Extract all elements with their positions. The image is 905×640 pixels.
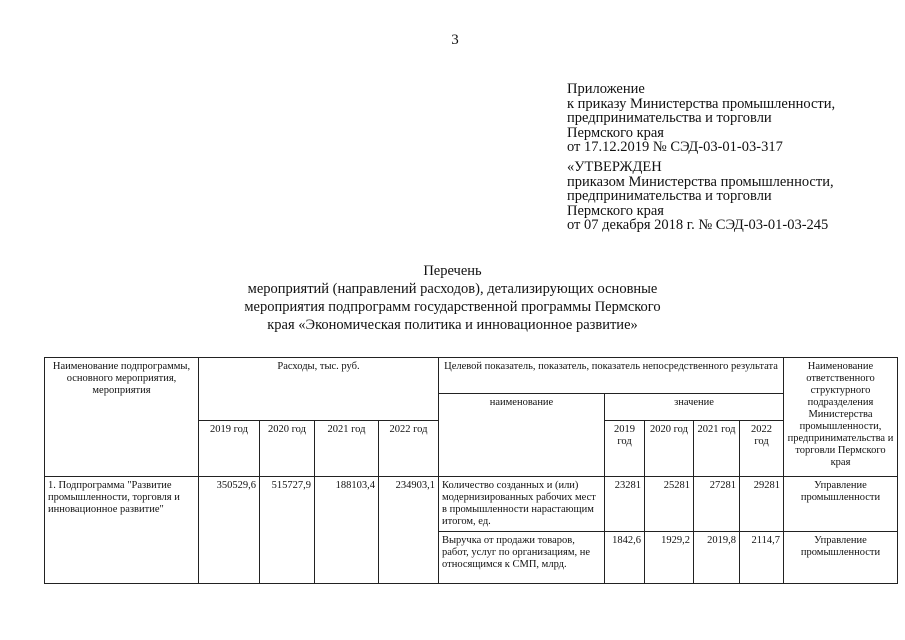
row-indicator: Выручка от продажи товаров, работ, услуг по организациям, не относящимся к СМП, млрд. — [439, 532, 605, 584]
appendix-line: к приказу Министерства промышленности, — [567, 95, 836, 112]
row-expense — [315, 532, 379, 584]
row-name: 1. Подпрограмма "Развитие промышленности, торговля и инновационное развитие" — [45, 477, 199, 532]
header-indicator-value: значение — [605, 394, 784, 421]
row-expense: 188103,4 — [315, 477, 379, 532]
row-value: 25281 — [645, 477, 694, 532]
header-name: Наименование подпрограммы, основного мероприятия, мероприятия — [45, 358, 199, 477]
header-value-year: 2021 год — [694, 421, 740, 477]
approved-line: Пермского края — [567, 202, 664, 219]
header-expense-year: 2020 год — [260, 421, 315, 477]
header-expenses: Расходы, тыс. руб. — [199, 358, 439, 421]
approved-line: приказом Министерства промышленности, — [567, 173, 834, 190]
row-expense — [199, 532, 260, 584]
row-expense: 350529,6 — [199, 477, 260, 532]
approved-line: предпринимательства и торговли — [567, 188, 772, 204]
title-line: Перечень — [423, 263, 482, 279]
row-value: 1842,6 — [605, 532, 645, 584]
row-value: 2114,7 — [740, 532, 784, 584]
document-title — [200, 262, 705, 334]
approved-block — [567, 160, 834, 233]
row-expense: 515727,9 — [260, 477, 315, 532]
header-expense-year: 2019 год — [199, 421, 260, 477]
row-value: 29281 — [740, 477, 784, 532]
appendix-block — [567, 82, 835, 155]
header-value-year: 2020 год — [645, 421, 694, 477]
row-responsible: Управление промышленности — [784, 477, 898, 532]
expenses-table — [44, 357, 898, 584]
appendix-line: предпринимательства и торговли — [567, 110, 772, 126]
row-expense: 234903,1 — [379, 477, 439, 532]
appendix-line: от 17.12.2019 № СЭД-03-01-03-317 — [567, 139, 783, 155]
header-indicator-name: наименование — [439, 394, 605, 477]
row-name — [45, 532, 199, 584]
title-line: мероприятий (направлений расходов), детализирующих основные — [247, 281, 658, 297]
approved-line: «УТВЕРЖДЕН — [567, 159, 662, 175]
row-indicator: Количество созданных и (или) модернизированных рабочих мест в промышленности нарастающим итогом, ед. — [439, 477, 605, 532]
table-row — [45, 532, 898, 584]
row-responsible: Управление промышленности — [784, 532, 898, 584]
row-value: 1929,2 — [645, 532, 694, 584]
header-value-year: 2019 год — [605, 421, 645, 477]
appendix-line: Пермского края — [567, 124, 664, 141]
table-row — [45, 477, 898, 532]
header-responsible: Наименование ответственного структурного подразделения Министерства промышленности, предпринимательства и торговли Пермского края — [784, 358, 898, 477]
approved-line: от 07 декабря 2018 г. № СЭД-03-01-03-245 — [567, 217, 829, 233]
header-indicator: Целевой показатель, показатель, показатель непосредственного результата — [439, 358, 784, 394]
appendix-line: Приложение — [567, 81, 645, 97]
row-expense — [260, 532, 315, 584]
row-value: 2019,8 — [694, 532, 740, 584]
header-expense-year: 2022 год — [379, 421, 439, 477]
row-value: 27281 — [694, 477, 740, 532]
row-expense — [379, 532, 439, 584]
title-line: края «Экономическая политика и инновационное развитие» — [267, 317, 638, 333]
row-value: 23281 — [605, 477, 645, 532]
header-expense-year: 2021 год — [315, 421, 379, 477]
page-number: 3 — [451, 32, 459, 48]
header-value-year: 2022 год — [740, 421, 784, 477]
title-line: мероприятия подпрограмм государственной программы Пермского — [244, 299, 661, 315]
